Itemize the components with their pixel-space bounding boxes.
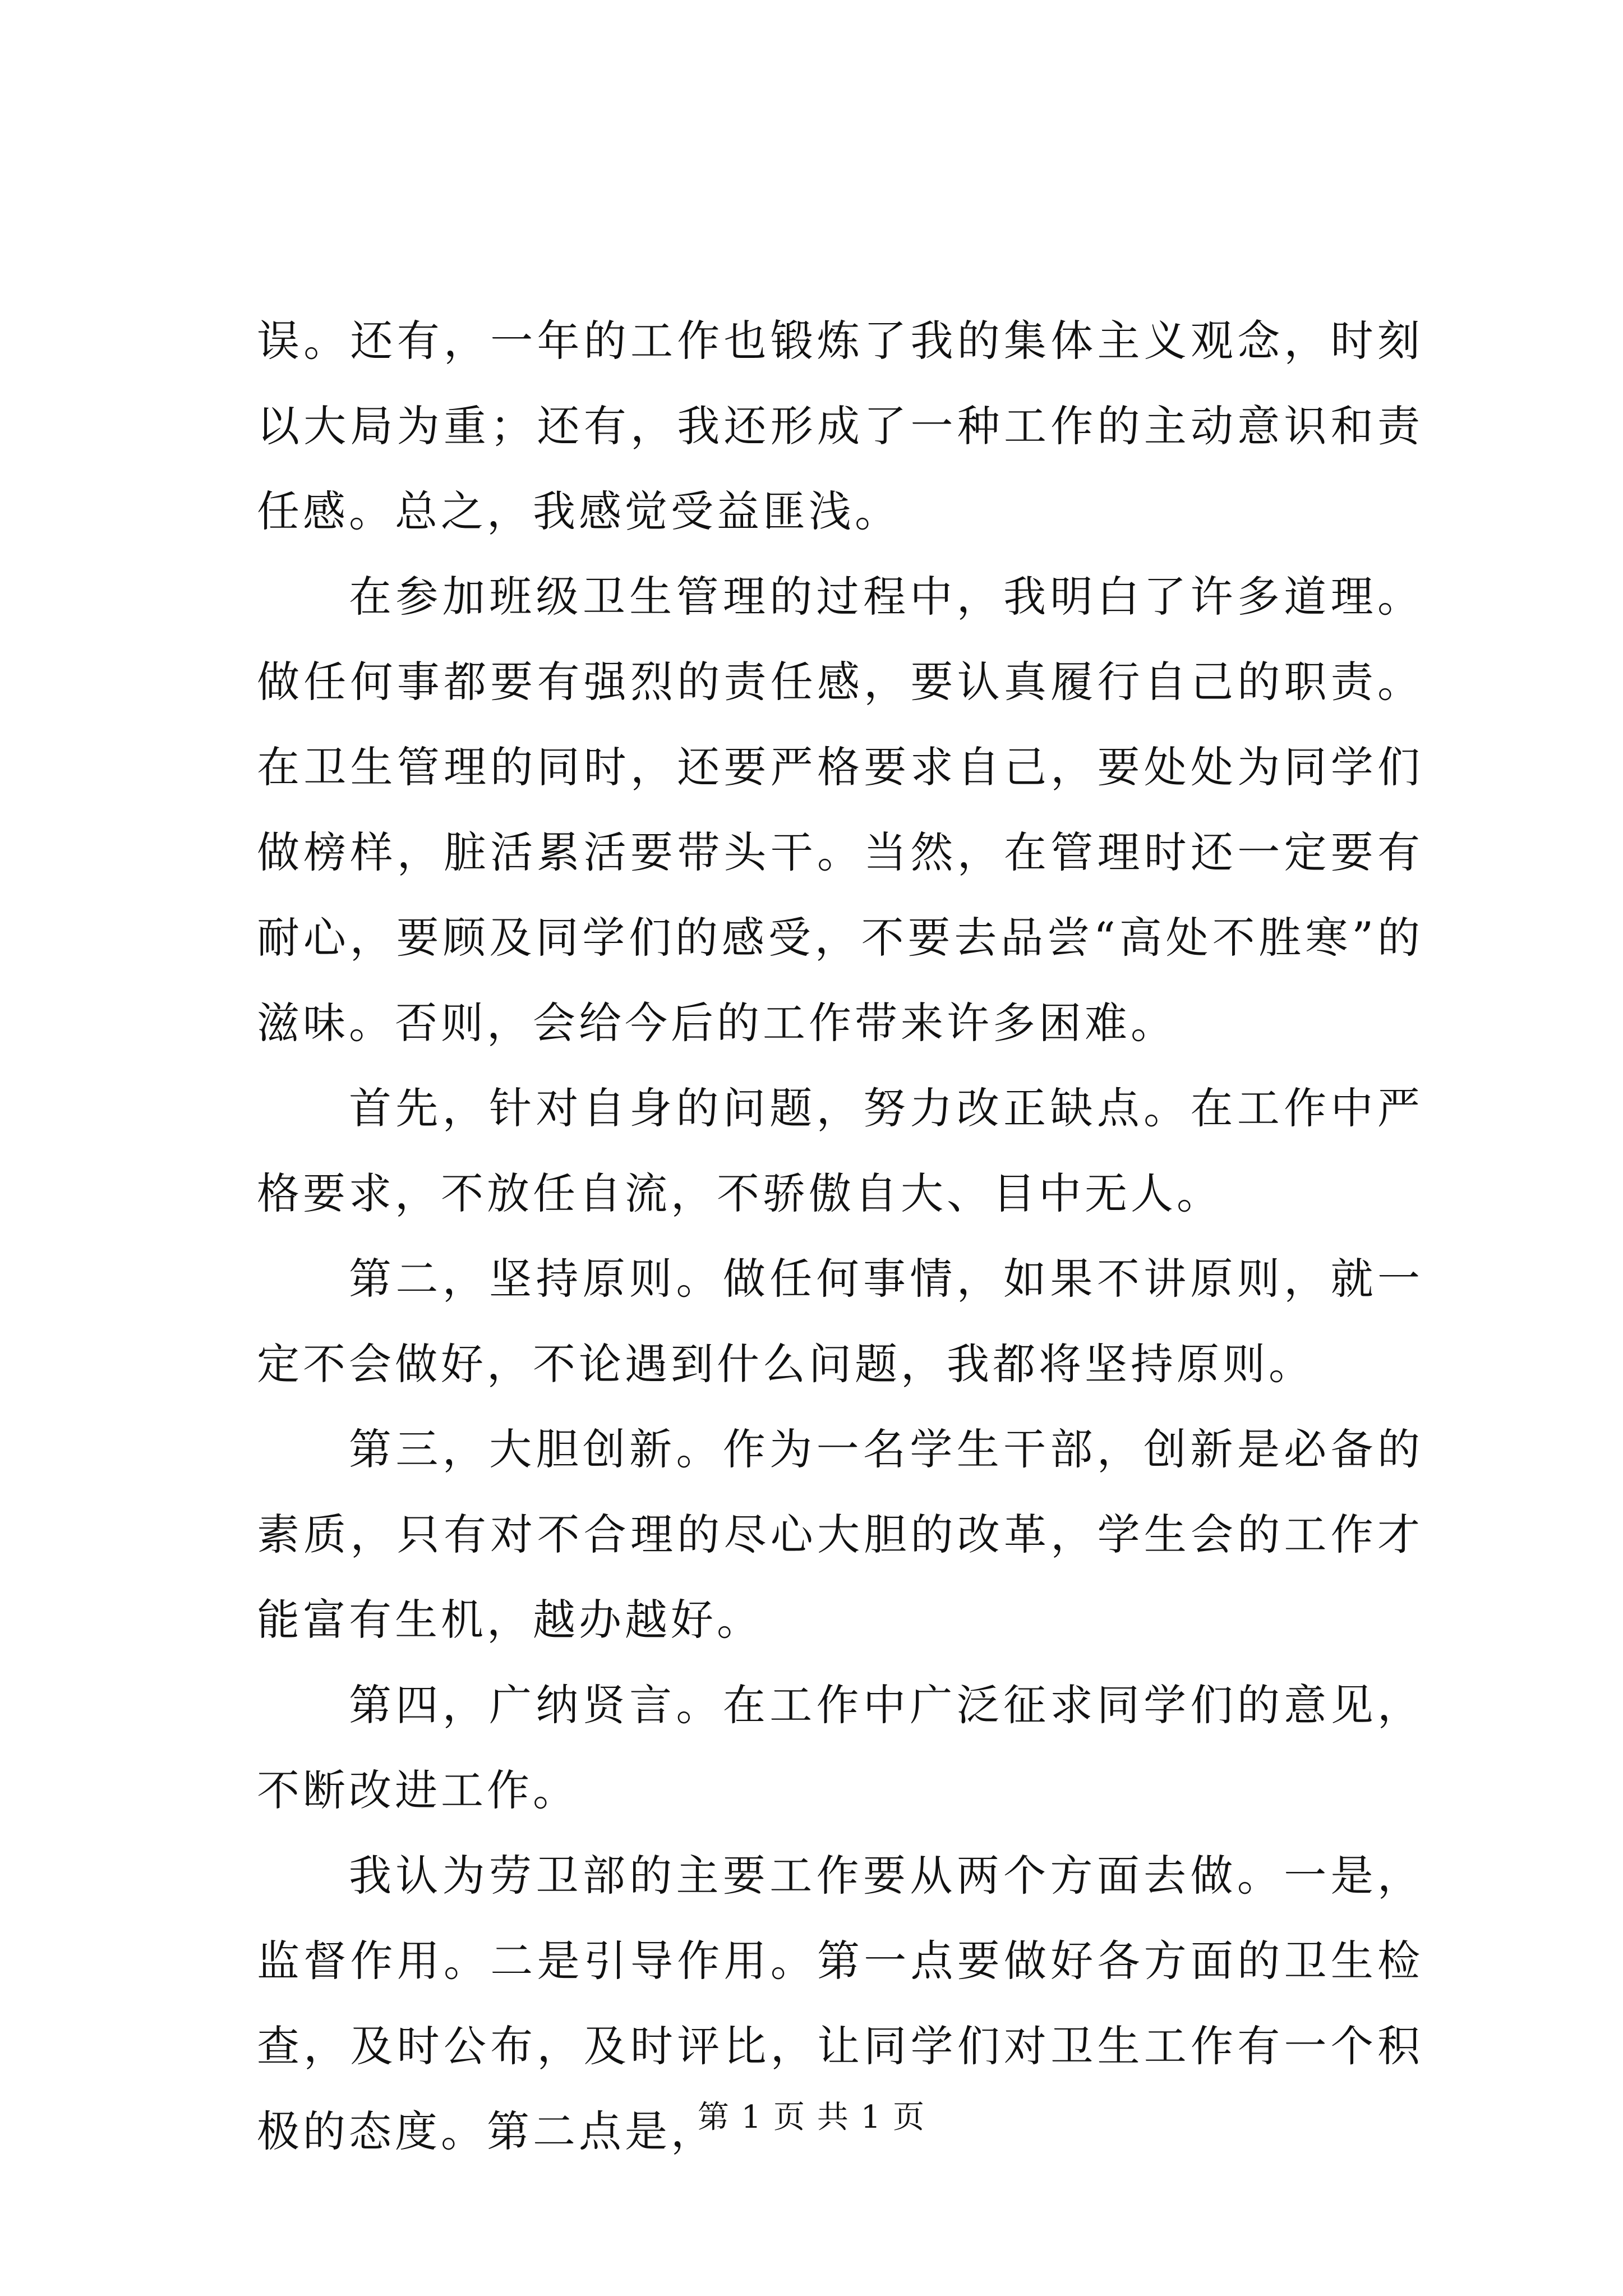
paragraph-7: 我认为劳卫部的主要工作要从两个方面去做。一是，监督作用。二是引导作用。第一点要做好各方面的卫生检查，及时公布，及时评比，让同学们对卫生工作有一个积极的态度。第二点是，: [257, 1851, 1423, 2156]
paragraph-4: 第二，坚持原则。做任何事情，如果不讲原则，就一定不会做好，不论遇到什么问题，我都将坚持原则。: [257, 1254, 1423, 1389]
paragraph-1: 误。还有，一年的工作也锻炼了我的集体主义观念，时刻以大局为重；还有，我还形成了一种工作的主动意识和责任感。总之，我感觉受益匪浅。: [257, 316, 1423, 536]
document-body: [257, 298, 1423, 2174]
paragraph-6: 第四，广纳贤言。在工作中广泛征求同学们的意见，不断改进工作。: [257, 1680, 1423, 1815]
paragraph-5: 第三，大胆创新。作为一名学生干部，创新是必备的素质，只有对不合理的尽心大胆的改革，学生会的工作才能富有生机，越办越好。: [257, 1424, 1423, 1645]
paragraph-2: 在参加班级卫生管理的过程中，我明白了许多道理。做任何事都要有强烈的责任感，要认真履行自己的职责。在卫生管理的同时，还要严格要求自己，要处处为同学们做榜样，脏活累活要带头干。当然，在管理时还一定要有耐心，要顾及同学们的感受，不要去品尝“高处不胜寒”的滋味。否则，会给今后的工作带来许多困难。: [257, 572, 1423, 1048]
page-footer: 第 1 页 共 1 页: [697, 2099, 926, 2136]
paragraph-3: 首先，针对自身的问题，努力改正缺点。在工作中严格要求，不放任自流，不骄傲自大、目中无人。: [257, 1083, 1423, 1218]
